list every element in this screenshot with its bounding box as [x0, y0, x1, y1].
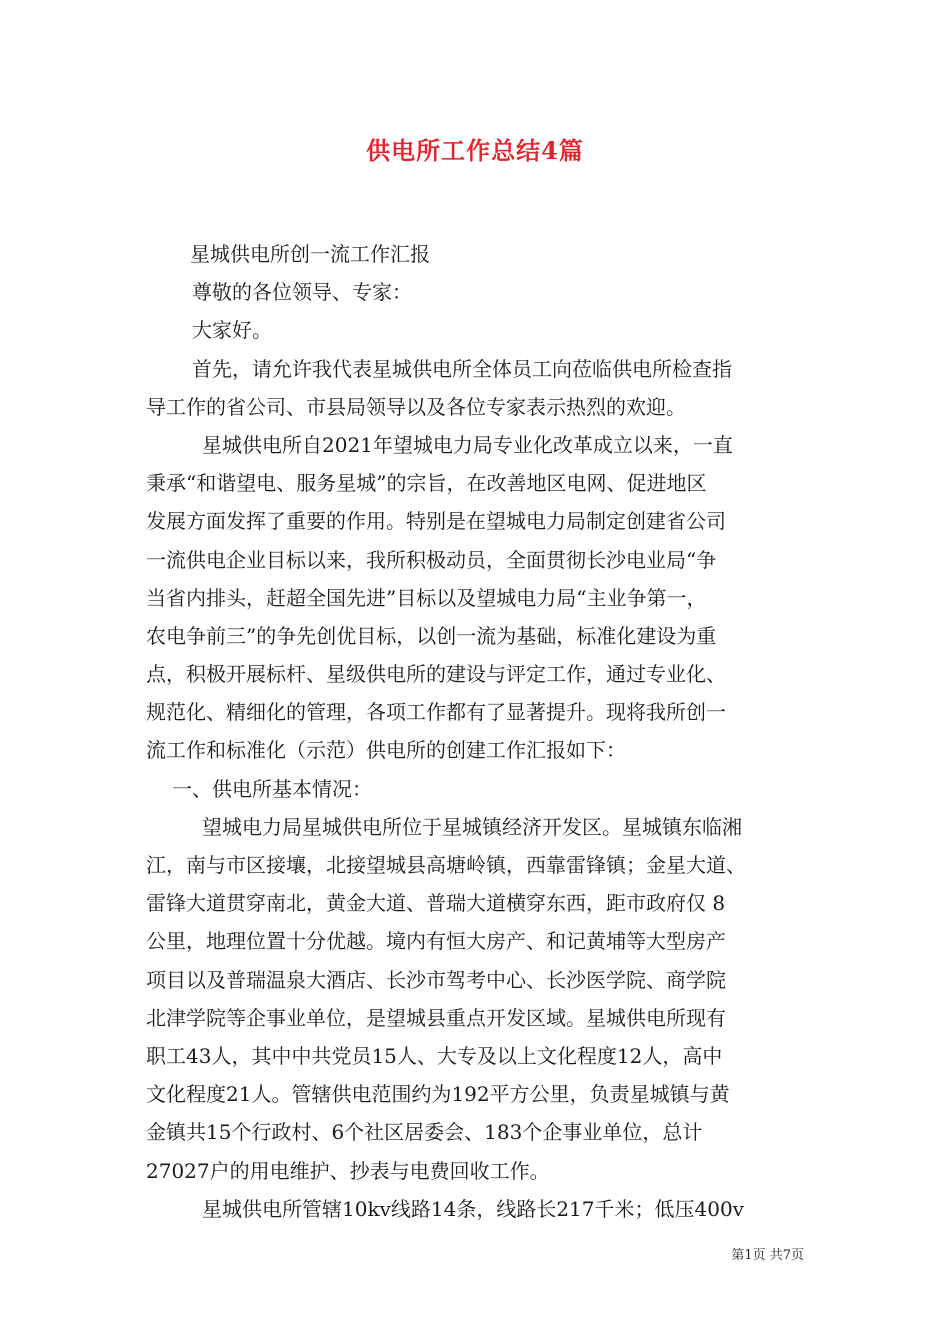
text-line: 星城供电所自2021年望城电力局专业化改革成立以来，一直 [202, 432, 733, 457]
text-line: 公里，地理位置十分优越。境内有恒大房产、和记黄埔等大型房产 [146, 929, 726, 954]
text-line: 江，南与市区接壤，北接望城县高塘岭镇，西靠雷锋镇；金星大道、 [146, 853, 746, 877]
text-line: 流工作和标准化（示范）供电所的创建工作汇报如下： [146, 738, 626, 763]
text-line: 金镇共15个行政村、6个社区居委会、183个企事业单位，总计 [146, 1120, 703, 1145]
text-line: 项目以及普瑞温泉大酒店、长沙市驾考中心、长沙医学院、商学院 [146, 967, 726, 992]
text-line: 一、供电所基本情况： [172, 776, 372, 801]
text-line: 秉承“和谐望电、服务星城”的宗旨，在改善地区电网、促进地区 [146, 471, 707, 496]
text-line: 农电争前三”的争先创优目标，以创一流为基础，标准化建设为重 [146, 623, 717, 648]
text-line: 一流供电企业目标以来，我所积极动员，全面贯彻长沙电业局“争 [146, 547, 717, 572]
text-line: 发展方面发挥了重要的作用。特别是在望城电力局制定创建省公司 [146, 509, 726, 534]
text-line: 星城供电所管辖10kv线路14条，线路长217千米；低压400v [202, 1196, 744, 1221]
text-line: 导工作的省公司、市县局领导以及各位专家表示热烈的欢迎。 [146, 394, 686, 419]
text-line: 首先，请允许我代表星城供电所全体员工向莅临供电所检查指 [192, 356, 732, 381]
text-line: 27027户的用电维护、抄表与电费回收工作。 [146, 1158, 550, 1183]
text-line: 星城供电所创一流工作汇报 [190, 242, 430, 266]
text-line: 尊敬的各位领导、专家： [192, 280, 412, 305]
text-line: 北津学院等企事业单位，是望城县重点开发区域。星城供电所现有 [146, 1005, 726, 1030]
text-line: 职工43人，其中中共党员15人、大专及以上文化程度12人，高中 [146, 1043, 723, 1068]
text-line: 雷锋大道贯穿南北，黄金大道、普瑞大道横穿东西，距市政府仅 8 [146, 891, 726, 916]
text-line: 点，积极开展标杆、星级供电所的建设与评定工作，通过专业化、 [146, 662, 726, 687]
document-body [146, 235, 828, 1228]
text-line: 规范化、精细化的管理，各项工作都有了显著提升。现将我所创一 [146, 700, 726, 725]
page-number: 第1页 共7页 [731, 1248, 804, 1263]
text-line: 望城电力局星城供电所位于星城镇经济开发区。星城镇东临湘 [202, 814, 742, 839]
document-title: 供电所工作总结4篇 [366, 136, 584, 165]
text-line: 当省内排头，赶超全国先进”目标以及望城电力局“主业争第一， [146, 585, 707, 610]
text-line: 文化程度21人。管辖供电范围约为192平方公里，负责星城镇与黄 [146, 1082, 730, 1107]
text-line: 大家好。 [192, 318, 272, 343]
